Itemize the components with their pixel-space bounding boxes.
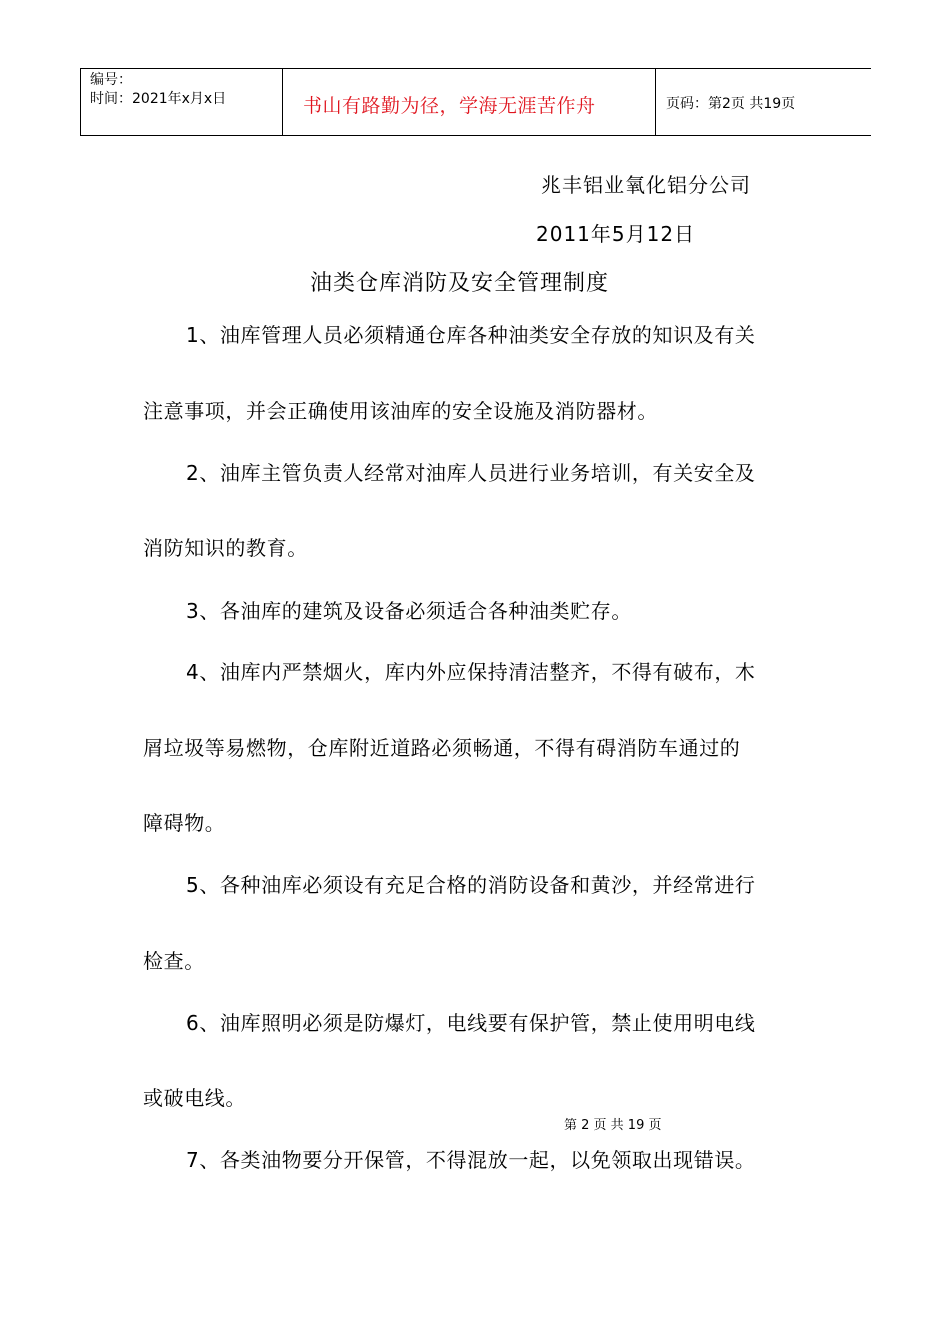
- header-motto-cell: [283, 69, 656, 135]
- document-number-label: 编号：: [90, 72, 132, 88]
- paragraph-4-line-1: 4、油库内严禁烟火，库内外应保持清洁整齐，不得有破布，木: [186, 660, 756, 684]
- page-footer: 第 2 页 共 19 页: [564, 1118, 662, 1133]
- document-time-label: 时间：2021年x月x日: [90, 91, 227, 107]
- paragraph-2-line-1: 2、油库主管负责人经常对油库人员进行业务培训，有关安全及: [186, 461, 756, 485]
- paragraph-5-line-2: 检查。: [143, 949, 205, 973]
- company-name: 兆丰铝业氧化铝分公司: [541, 173, 751, 197]
- header-meta-cell: [81, 69, 283, 135]
- paragraph-2-line-2: 消防知识的教育。: [143, 536, 308, 560]
- paragraph-5-line-1: 5、各种油库必须设有充足合格的消防设备和黄沙，并经常进行: [186, 873, 756, 897]
- document-date: 2011年5月12日: [536, 222, 696, 246]
- header-page-cell: [656, 69, 871, 135]
- document-title: 油类仓库消防及安全管理制度: [310, 271, 610, 296]
- paragraph-6-line-2: 或破电线。: [143, 1086, 246, 1110]
- paragraph-4-line-2: 屑垃圾等易燃物，仓库附近道路必须畅通，不得有碍消防车通过的: [143, 736, 741, 760]
- paragraph-4-line-3: 障碍物。: [143, 811, 226, 835]
- header-motto: 书山有路勤为径，学海无涯苦作舟: [303, 95, 596, 117]
- header-table: [80, 68, 871, 136]
- paragraph-1-line-1: 1、油库管理人员必须精通仓库各种油类安全存放的知识及有关: [186, 323, 756, 347]
- paragraph-1-line-2: 注意事项，并会正确使用该油库的安全设施及消防器材。: [143, 399, 658, 423]
- paragraph-3-line-1: 3、各油库的建筑及设备必须适合各种油类贮存。: [186, 599, 632, 623]
- paragraph-6-line-1: 6、油库照明必须是防爆灯，电线要有保护管，禁止使用明电线: [186, 1011, 756, 1035]
- paragraph-7-line-1: 7、各类油物要分开保管，不得混放一起，以免领取出现错误。: [186, 1148, 756, 1172]
- header-page-info: 页码：第2页 共19页: [666, 96, 796, 112]
